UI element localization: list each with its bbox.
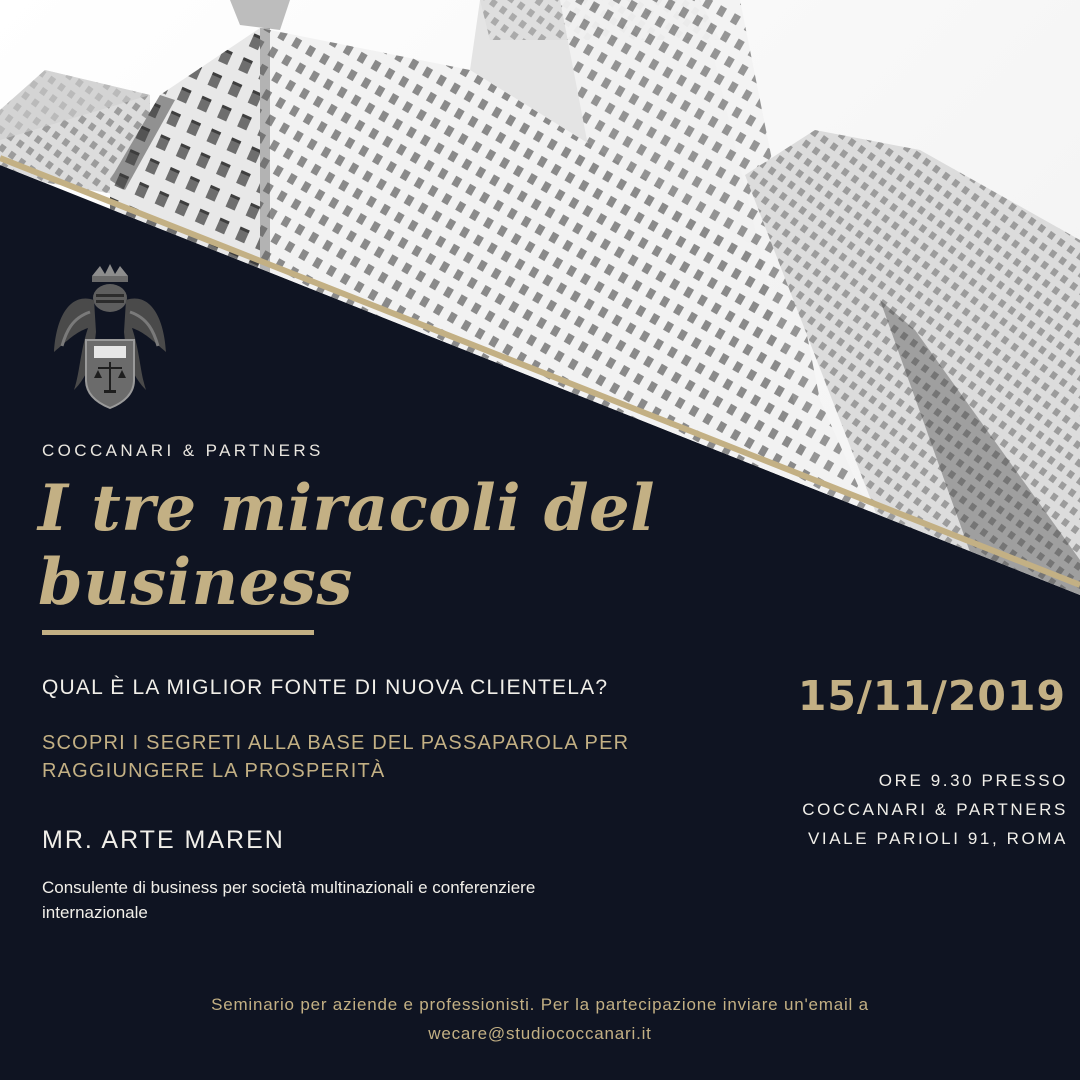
event-date: 15/11/2019 [797, 672, 1066, 720]
speaker-name: MR. ARTE MAREN [42, 826, 285, 854]
event-title [38, 472, 658, 620]
footer-note [0, 990, 1080, 1048]
title-underline [42, 630, 314, 635]
event-title-line2: business [38, 545, 353, 620]
event-location [802, 766, 1068, 853]
crest-logo [50, 262, 170, 412]
event-question: QUAL È LA MIGLIOR FONTE DI NUOVA CLIENTELA? [42, 676, 609, 699]
footer-text: Seminario per aziende e professionisti. Per la partecipazione inviare un'email a [211, 995, 869, 1014]
speaker-bio: Consulente di business per società multinazionali e conferenziere internazionale [42, 878, 536, 922]
event-venue-line: COCCANARI & PARTNERS [802, 800, 1068, 819]
footer-email: wecare@studiococcanari.it [428, 1024, 652, 1043]
event-time-line: ORE 9.30 PRESSO [878, 771, 1068, 790]
event-subtitle: SCOPRI I SEGRETI ALLA BASE DEL PASSAPAROLA PER RAGGIUNGERE LA PROSPERITÀ [42, 732, 630, 782]
event-title-line1: I tre miracoli del [38, 471, 656, 546]
event-address-line: VIALE PARIOLI 91, ROMA [807, 829, 1068, 848]
firm-name: COCCANARI & PARTNERS [42, 441, 324, 460]
